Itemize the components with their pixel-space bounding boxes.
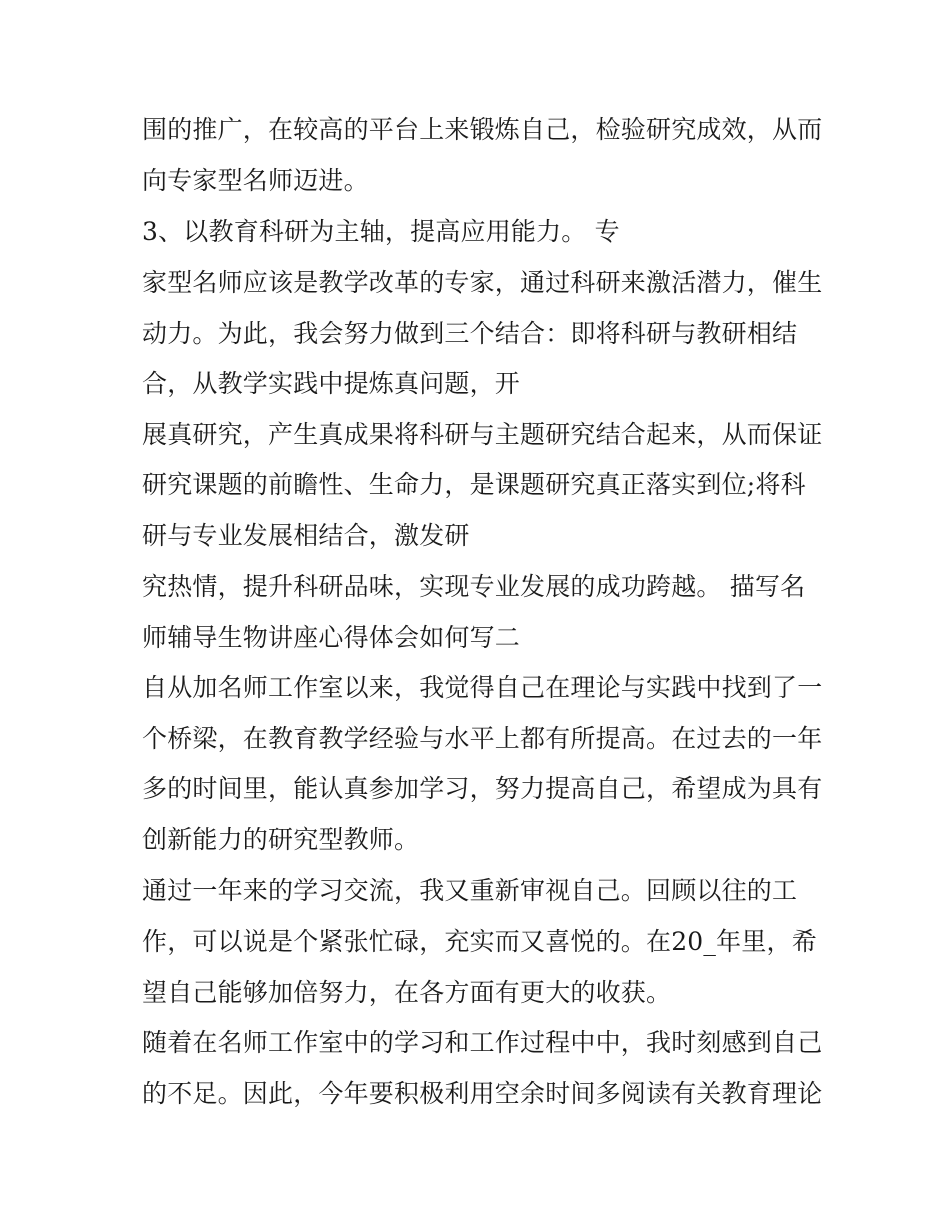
text-line: 师辅导生物讲座心得体会如何写二 xyxy=(142,623,521,652)
text-line: 研与专业发展相结合，激发研 xyxy=(142,521,470,550)
text-line: 望自己能够加倍努力，在各方面有更大的收获。 xyxy=(142,978,672,1007)
text-line: 家型名师应该是教学改革的专家，通过科研来激活潜力，催生 xyxy=(142,268,823,297)
text-line: 究热情，提升科研品味，实现专业发展的成功跨越。 描写名 xyxy=(142,572,806,601)
text-line: 自从加名师工作室以来，我觉得自己在理论与实践中找到了一 xyxy=(142,673,823,702)
text-line: 个桥梁，在教育教学经验与水平上都有所提高。在过去的一年 xyxy=(142,724,823,753)
text-line: 的不足。因此，今年要积极利用空余时间多阅读有关教育理论 xyxy=(142,1079,823,1108)
text-line: 多的时间里，能认真参加学习，努力提高自己，希望成为具有 xyxy=(142,774,823,803)
text-line: 3、以教育科研为主轴，提高应用能力。 专 xyxy=(142,217,620,246)
text-line: 通过一年来的学习交流，我又重新审视自己。回顾以往的工 xyxy=(142,876,798,905)
text-line: 随着在名师工作室中的学习和工作过程中中，我时刻感到自己 xyxy=(142,1028,823,1057)
text-line: 合，从教学实践中提炼真问题，开 xyxy=(142,369,521,398)
text-line: 动力。为此，我会努力做到三个结合：即将科研与教研相结 xyxy=(142,319,798,348)
text-line: 作，可以说是个紧张忙碌，充实而又喜悦的。在20_年里，希 xyxy=(142,927,817,956)
text-line: 创新能力的研究型教师。 xyxy=(142,825,420,854)
text-line: 展真研究，产生真成果将科研与主题研究结合起来，从而保证 xyxy=(142,420,823,449)
text-line: 围的推广，在较高的平台上来锻炼自己，检验研究成效，从而 xyxy=(142,115,823,144)
text-line: 研究课题的前瞻性、生命力，是课题研究真正落实到位;将科 xyxy=(142,470,806,499)
text-line: 向专家型名师迈进。 xyxy=(142,166,369,195)
